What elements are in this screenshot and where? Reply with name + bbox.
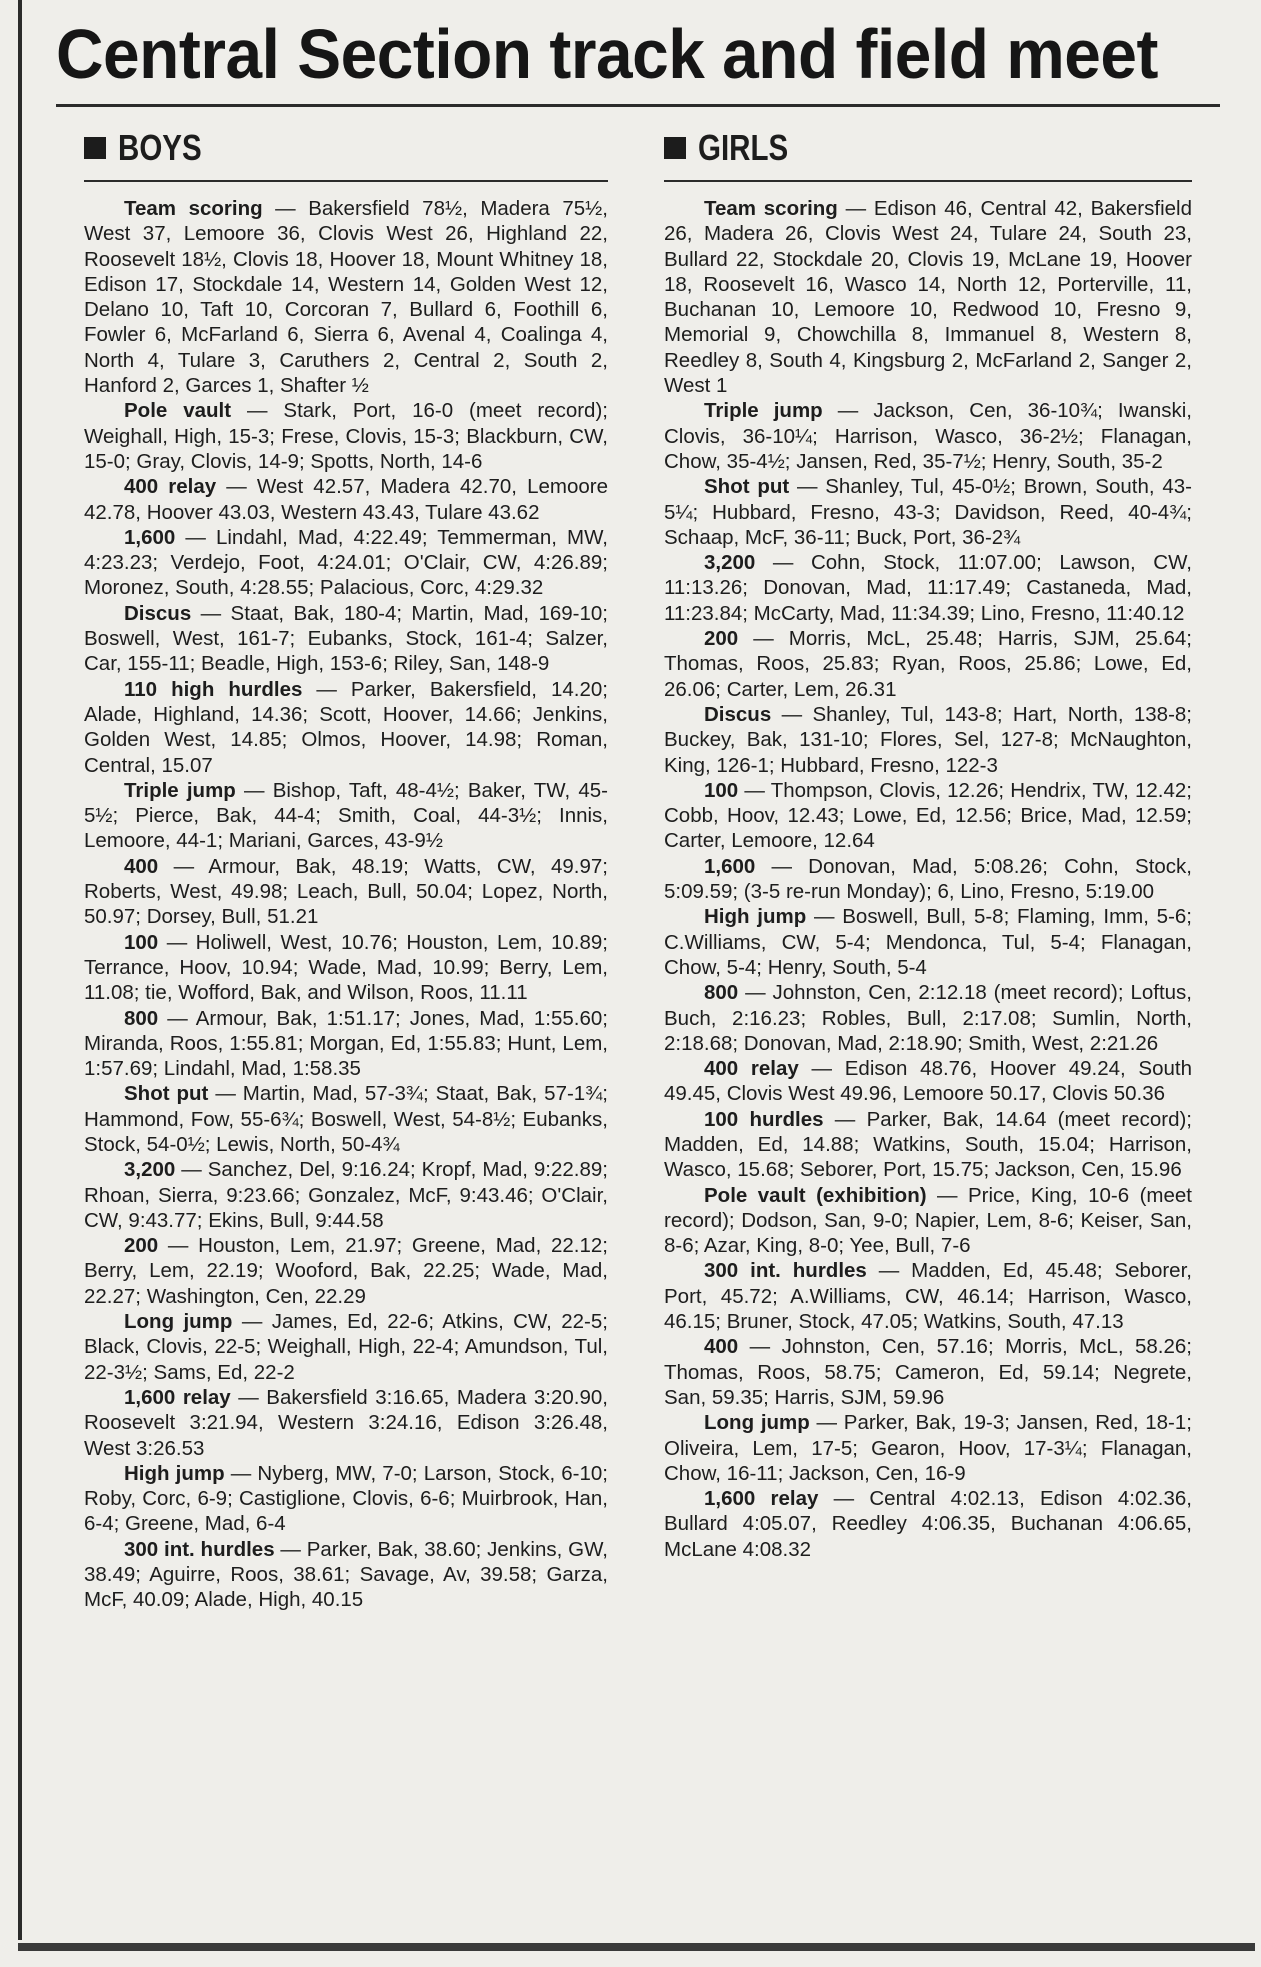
result-entry <box>84 474 608 525</box>
bottom-border-rule <box>18 1943 1255 1951</box>
event-results: — Morris, McL, 25.48; Harris, SJM, 25.64; Thomas, Roos, 25.83; Ryan, Roos, 25.86; Lowe, Ed, 26.06; Carter, Lem, 26.31 <box>664 627 1192 701</box>
event-results: — Martin, Mad, 57-3¾; Staat, Bak, 57-1¾; Hammond, Fow, 55-6¾; Boswell, West, 54-8½; Eubanks, Stock, 54-0½; Lewis, North, 50-4¾ <box>84 1082 608 1156</box>
event-results: — Jackson, Cen, 36-10¾; Iwanski, Clovis, 36-10¼; Harrison, Wasco, 36-2½; Flanagan, Chow, 35-4½; Jansen, Red, 35-7½; Henry, South, 35-2 <box>664 399 1192 473</box>
headline-rule <box>56 104 1220 107</box>
result-entry <box>664 980 1192 1056</box>
event-results: — Parker, Bak, 19-3; Jansen, Red, 18-1; Oliveira, Lem, 17-5; Gearon, Hoov, 17-3¼; Flanagan, Chow, 16-11; Jackson, Cen, 16-9 <box>664 1411 1192 1485</box>
event-results: — Lindahl, Mad, 4:22.49; Temmerman, MW, 4:23.23; Verdejo, Foot, 4:24.01; O'Clair, CW, 4:26.89; Moronez, South, 4:28.55; Palacious, Corc, 4:29.32 <box>84 525 608 600</box>
headline: Central Section track and field meet <box>56 15 1159 93</box>
event-name: 1,600 <box>704 854 756 878</box>
result-entry <box>84 854 608 930</box>
event-results: — Armour, Bak, 1:51.17; Jones, Mad, 1:55.60; Miranda, Roos, 1:55.81; Morgan, Ed, 1:55.83; Hunt, Lem, 1:57.69; Lindahl, Mad, 1:58.35 <box>84 1006 608 1081</box>
event-name: 3,200 <box>704 551 756 575</box>
event-results: — Thompson, Clovis, 12.26; Hendrix, TW, 12.42; Cobb, Hoov, 12.43; Lowe, Ed, 12.56; Brice, Mad, 12.59; Carter, Lemoore, 12.64 <box>664 778 1192 853</box>
event-name: Pole vault <box>124 399 232 423</box>
event-results: — Nyberg, MW, 7-0; Larson, Stock, 6-10; Roby, Corc, 6-9; Castiglione, Clovis, 6-6; Muirbrook, Han, 6-4; Greene, Mad, 6-4 <box>84 1461 608 1536</box>
event-name: High jump <box>704 905 807 929</box>
girls-section-rule <box>664 180 1192 182</box>
event-name: 1,600 <box>124 525 176 549</box>
girls-results <box>664 196 1192 1562</box>
boys-section-header <box>84 126 608 170</box>
event-name: Team scoring <box>704 197 838 220</box>
result-entry <box>84 930 608 1006</box>
event-results: — Staat, Bak, 180-4; Martin, Mad, 169-10; Boswell, West, 161-7; Eubanks, Stock, 161-4; Salzer, Car, 155-11; Beadle, High, 153-6; Riley, San, 148-9 <box>84 601 608 676</box>
event-results: — Bakersfield 3:16.65, Madera 3:20.90, Roosevelt 3:21.94, Western 3:24.16, Edison 3:26.48, West 3:26.53 <box>84 1385 608 1460</box>
event-name: 200 <box>704 627 739 651</box>
event-name: High jump <box>124 1461 225 1485</box>
result-entry <box>664 1107 1192 1183</box>
event-name: 400 <box>124 854 159 878</box>
event-name: 400 relay <box>124 475 217 499</box>
event-results: — Johnston, Cen, 57.16; Morris, McL, 58.26; Thomas, Roos, 58.75; Cameron, Ed, 59.14; Negrete, San, 59.35; Harris, SJM, 59.96 <box>664 1335 1192 1409</box>
event-name: 100 <box>124 930 159 954</box>
girls-section-title: GIRLS <box>698 127 789 168</box>
event-name: 800 <box>124 1006 159 1030</box>
event-name: Long jump <box>704 1411 810 1435</box>
result-entry <box>664 196 1192 398</box>
result-entry <box>664 1410 1192 1486</box>
event-name: Shot put <box>124 1082 209 1106</box>
event-name: 110 high hurdles <box>124 677 303 701</box>
event-results: — Bishop, Taft, 48-4½; Baker, TW, 45-5½; Pierce, Bak, 44-4; Smith, Coal, 44-3½; Innis, Lemoore, 44-1; Mariani, Garces, 43-9½ <box>84 778 608 853</box>
event-name: 200 <box>124 1234 159 1258</box>
event-results: — Armour, Bak, 48.19; Watts, CW, 49.97; Roberts, West, 49.98; Leach, Bull, 50.04; Lopez, North, 50.97; Dorsey, Bull, 51.21 <box>84 854 608 929</box>
event-name: 100 <box>704 778 739 802</box>
square-bullet-icon <box>84 137 106 159</box>
event-name: 400 <box>704 1335 739 1359</box>
result-entry <box>84 196 608 398</box>
result-entry <box>84 398 608 474</box>
result-entry <box>664 1334 1192 1410</box>
event-results: — Cohn, Stock, 11:07.00; Lawson, CW, 11:13.26; Donovan, Mad, 11:17.49; Castaneda, Mad, 11:23.84; McCarty, Mad, 11:34.39; Lino, Fresno, 11:40.12 <box>664 551 1192 625</box>
event-name: 1,600 relay <box>124 1385 231 1409</box>
result-entry <box>664 474 1192 550</box>
result-entry <box>84 1006 608 1082</box>
result-entry <box>664 1258 1192 1334</box>
result-entry <box>84 1081 608 1157</box>
event-results: — Bakersfield 78½, Madera 75½, West 37, Lemoore 36, Clovis West 26, Highland 22, Roosevelt 18½, Clovis 18, Hoover 18, Mount Whitney 18, Edison 17, Stockdale 14, Western 14, Golden West 12, Delano 10, Taft 10, Corcoran 7, Bullard 6, Foothill 6, Fowler 6, McFarland 6, Sierra 6, Avenal 4, Coalinga 4, North 4, Tulare 3, Caruthers 2, Central 2, South 2, Hanford 2, Garces 1, Shafter ½ <box>84 197 608 398</box>
result-entry <box>664 1486 1192 1562</box>
event-results: — Parker, Bak, 14.64 (meet record); Madden, Ed, 14.88; Watkins, South, 15.04; Harrison, Wasco, 15.68; Seborer, Port, 15.75; Jackson, Cen, 15.96 <box>664 1107 1192 1182</box>
result-entry <box>84 1537 608 1613</box>
result-entry <box>84 778 608 854</box>
square-bullet-icon <box>664 137 686 159</box>
event-results: — Sanchez, Del, 9:16.24; Kropf, Mad, 9:22.89; Rhoan, Sierra, 9:23.66; Gonzalez, McF, 9:43.46; O'Clair, CW, 9:43.77; Ekins, Bull, 9:44.58 <box>84 1158 608 1232</box>
event-results: — Madden, Ed, 45.48; Seborer, Port, 45.72; A.Williams, CW, 46.14; Harrison, Wasco, 46.15; Bruner, Stock, 47.05; Watkins, South, 47.13 <box>664 1259 1192 1334</box>
event-name: 1,600 relay <box>704 1487 819 1511</box>
event-results: — Edison 48.76, Hoover 49.24, South 49.45, Clovis West 49.96, Lemoore 50.17, Clovis 50.36 <box>664 1057 1192 1106</box>
event-results: — Central 4:02.13, Edison 4:02.36, Bullard 4:05.07, Reedley 4:06.35, Buchanan 4:06.65, McLane 4:08.32 <box>664 1487 1192 1561</box>
event-name: Pole vault (exhibition) <box>704 1183 927 1207</box>
event-results: — Houston, Lem, 21.97; Greene, Mad, 22.12; Berry, Lem, 22.19; Wooford, Bak, 22.25; Wade, Mad, 22.27; Washington, Cen, 22.29 <box>84 1234 608 1308</box>
event-results: — Parker, Bakersfield, 14.20; Alade, Highland, 14.36; Scott, Hoover, 14.66; Jenkins, Golden West, 14.85; Olmos, Hoover, 14.98; Roman, Central, 15.07 <box>84 677 608 777</box>
result-entry <box>664 778 1192 854</box>
result-entry <box>664 904 1192 980</box>
event-name: Triple jump <box>124 778 236 802</box>
result-entry <box>664 626 1192 702</box>
result-entry <box>84 525 608 601</box>
result-entry <box>84 1461 608 1537</box>
event-name: 300 int. hurdles <box>124 1537 275 1561</box>
result-entry <box>84 1233 608 1309</box>
event-results: — Johnston, Cen, 2:12.18 (meet record); Loftus, Buch, 2:16.23; Robles, Bull, 2:17.08; Sumlin, North, 2:18.68; Donovan, Mad, 2:18.90; Smith, West, 2:21.26 <box>664 981 1192 1055</box>
event-results: — West 42.57, Madera 42.70, Lemoore 42.78, Hoover 43.03, Western 43.43, Tulare 43.62 <box>84 475 608 524</box>
boys-results <box>84 196 608 1613</box>
event-name: 3,200 <box>124 1158 176 1182</box>
event-results: — Holiwell, West, 10.76; Houston, Lem, 10.89; Terrance, Hoov, 10.94; Wade, Mad, 10.99; Berry, Lem, 11.08; tie, Wofford, Bak, and Wilson, Roos, 11.11 <box>84 930 608 1005</box>
event-name: Shot put <box>704 475 790 499</box>
event-name: Long jump <box>124 1310 233 1334</box>
left-border-rule <box>18 0 22 1940</box>
event-name: Discus <box>124 601 192 625</box>
event-results: — Edison 46, Central 42, Bakersfield 26, Madera 26, Clovis West 24, Tulare 24, South 23, Bullard 22, Stockdale 20, Clovis 19, McLane 19, Hoover 18, Roosevelt 16, Wasco 14, North 12, Porterville, 11, Buchanan 10, Lemoore 10, Redwood 10, Fresno 9, Memorial 9, Chowchilla 8, Immanuel 8, Western 8, Reedley 8, South 4, Kingsburg 2, McFarland 2, Sanger 2, West 1 <box>664 197 1192 398</box>
event-results: — Shanley, Tul, 143-8; Hart, North, 138-8; Buckey, Bak, 131-10; Flores, Sel, 127-8; McNaughton, King, 126-1; Hubbard, Fresno, 122-3 <box>664 702 1192 777</box>
result-entry <box>664 550 1192 626</box>
event-results: — Boswell, Bull, 5-8; Flaming, Imm, 5-6; C.Williams, CW, 5-4; Mendonca, Tul, 5-4; Flanagan, Chow, 5-4; Henry, South, 5-4 <box>664 905 1192 979</box>
event-name: Discus <box>704 702 772 726</box>
event-name: Team scoring <box>124 197 263 220</box>
event-name: 300 int. hurdles <box>704 1259 867 1283</box>
result-entry <box>84 1309 608 1385</box>
result-entry <box>84 1385 608 1461</box>
event-results: — James, Ed, 22-6; Atkins, CW, 22-5; Black, Clovis, 22-5; Weighall, High, 22-4; Amundson, Tul, 22-3½; Sams, Ed, 22-2 <box>84 1310 608 1384</box>
event-name: 100 hurdles <box>704 1107 824 1131</box>
result-entry <box>664 398 1192 474</box>
event-results: — Shanley, Tul, 45-0½; Brown, South, 43-5¼; Hubbard, Fresno, 43-3; Davidson, Reed, 40-4¾; Schaap, McF, 36-11; Buck, Port, 36-2¾ <box>664 475 1192 549</box>
event-results: — Donovan, Mad, 5:08.26; Cohn, Stock, 5:09.59; (3-5 re-run Monday); 6, Lino, Fresno, 5:19.00 <box>664 854 1192 904</box>
girls-column <box>664 126 1192 1562</box>
result-entry <box>664 1056 1192 1107</box>
girls-section-header <box>664 126 1192 170</box>
boys-section-title: BOYS <box>118 127 202 168</box>
event-name: 800 <box>704 981 739 1005</box>
boys-column <box>84 126 608 1613</box>
event-name: 400 relay <box>704 1057 799 1081</box>
event-name: Triple jump <box>704 399 823 423</box>
event-results: — Parker, Bak, 38.60; Jenkins, GW, 38.49; Aguirre, Roos, 38.61; Savage, Av, 39.58; Garza, McF, 40.09; Alade, High, 40.15 <box>84 1537 608 1612</box>
result-entry <box>84 677 608 778</box>
result-entry <box>664 1183 1192 1259</box>
result-entry <box>84 1157 608 1233</box>
result-entry <box>664 854 1192 905</box>
boys-section-rule <box>84 180 608 182</box>
result-entry <box>664 702 1192 778</box>
result-entry <box>84 601 608 677</box>
event-results: — Price, King, 10-6 (meet record); Dodson, San, 9-0; Napier, Lem, 8-6; Keiser, San, 8-6; Azar, King, 8-0; Yee, Bull, 7-6 <box>664 1183 1192 1258</box>
event-results: — Stark, Port, 16-0 (meet record); Weighall, High, 15-3; Frese, Clovis, 15-3; Blackburn, CW, 15-0; Gray, Clovis, 14-9; Spotts, North, 14-6 <box>84 399 608 473</box>
